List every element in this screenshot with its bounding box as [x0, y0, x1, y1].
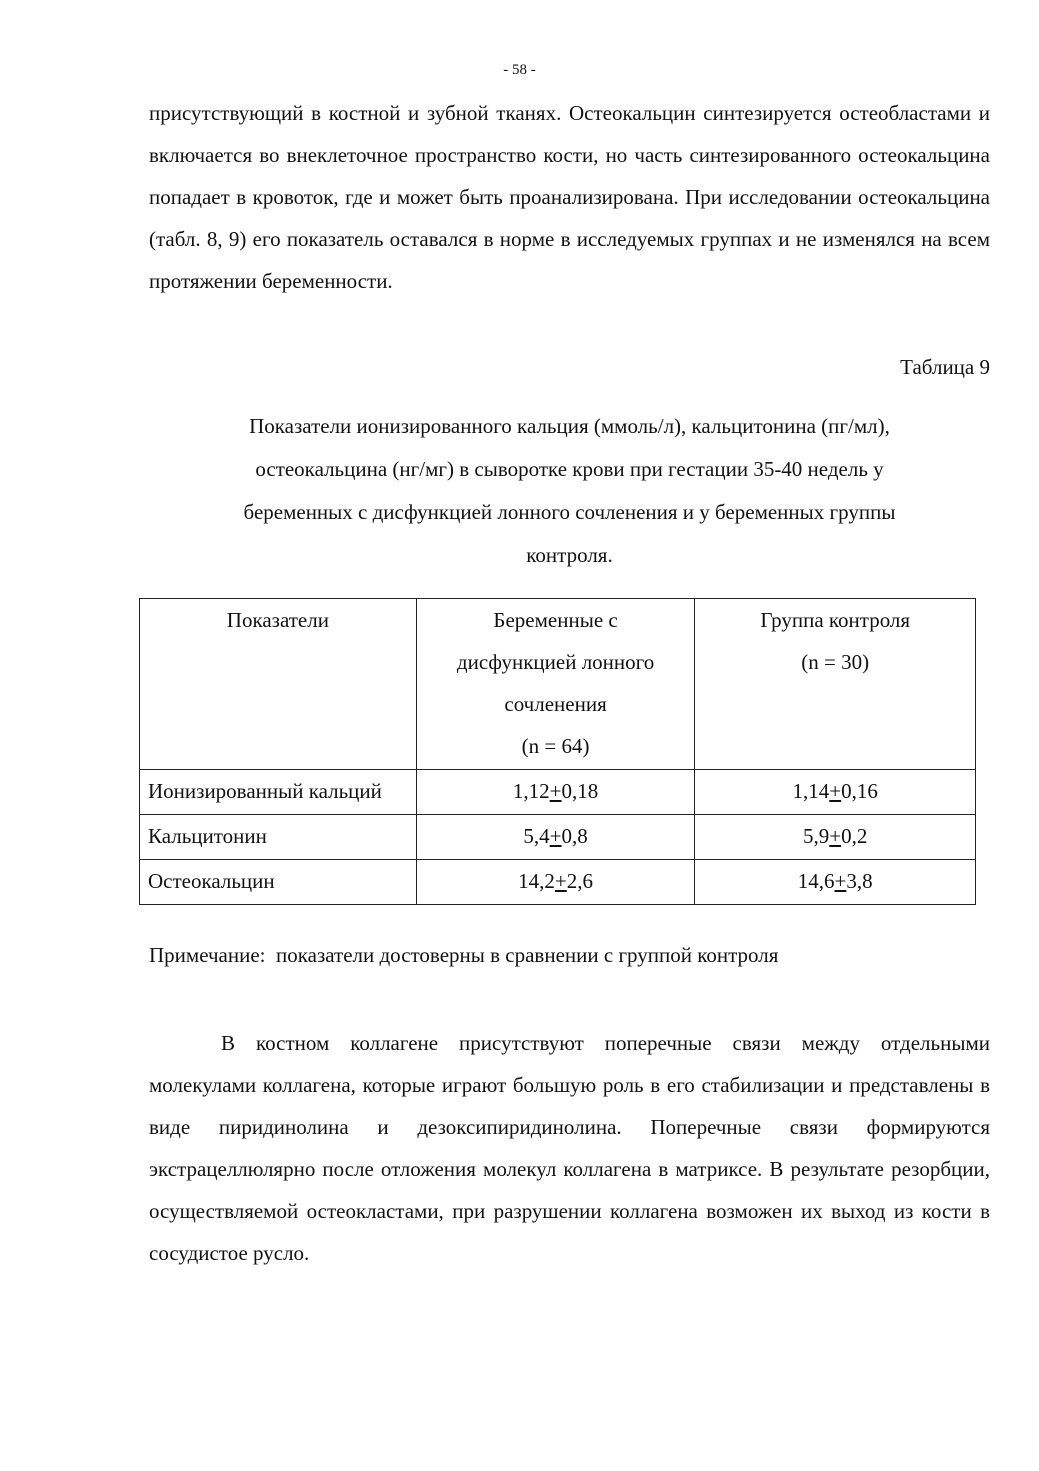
plus-minus-sign: +	[554, 869, 567, 893]
mean-value: 14,6	[797, 869, 835, 893]
caption-line: Показатели ионизированного кальция (ммоль/л), кальцитонина (пг/мл),	[249, 414, 890, 438]
plus-minus-sign: +	[549, 824, 562, 848]
mean-value: 5,4	[523, 824, 550, 848]
sd-value: 0,18	[561, 779, 599, 803]
table-label: Таблица 9	[900, 355, 990, 379]
header-text: Показатели	[226, 608, 329, 632]
page-number: - 58 -	[503, 62, 536, 78]
sd-value: 0,8	[561, 824, 588, 848]
body-paragraph-1	[149, 92, 990, 302]
header-text: (n = 30)	[801, 650, 870, 674]
sd-value: 3,8	[846, 869, 873, 893]
table-row	[140, 860, 976, 905]
paragraph-text: В костном коллагене присутствуют поперечные связи между отдельными молекулами коллагена, которые играют большую роль в его стабилизации и представлены в виде пиридинолина и дезоксипиридинолина. Поперечные связи формируются экстрацеллюлярно после отложения молекул коллагена в матриксе. В результате резорбции, осуществляемой остеокластами, при разрушении коллагена возможен их выход из кости в сосудистое русло.	[149, 1031, 990, 1265]
table-row	[140, 815, 976, 860]
plus-minus-sign: +	[834, 869, 847, 893]
mean-value: 1,14	[792, 779, 830, 803]
header-indicators	[140, 599, 417, 770]
sd-value: 2,6	[566, 869, 593, 893]
table-header-row	[140, 599, 976, 770]
header-control-group	[695, 599, 976, 770]
data-table	[139, 598, 976, 905]
paragraph-text: присутствующий в костной и зубной тканях. Остеокальцин синтезируется остеобластами и включается во внеклеточное пространство кости, но часть синтезированного остеокальцина попадает в кровоток, где и может быть проанализирована. При исследовании остеокальцина (табл. 8, 9) его показатель оставался в норме в исследуемых группах и не изменялся на всем протяжении беременности.	[149, 101, 990, 293]
cell-control-value	[695, 860, 976, 905]
table-note: Примечание: показатели достоверны в сравнении с группой контроля	[149, 943, 779, 967]
cell-control-value	[695, 815, 976, 860]
header-text: (n = 64)	[521, 734, 590, 758]
table-row	[140, 770, 976, 815]
header-text: Беременные с	[493, 608, 618, 632]
cell-study-value	[416, 860, 695, 905]
row-label: Ионизированный кальций	[140, 770, 417, 815]
mean-value: 1,12	[512, 779, 550, 803]
plus-minus-sign: +	[549, 779, 562, 803]
body-paragraph-2	[149, 1022, 990, 1274]
mean-value: 14,2	[518, 869, 555, 893]
header-text: сочленения	[504, 692, 607, 716]
header-text: Группа контроля	[760, 608, 911, 632]
caption-line: контроля.	[526, 543, 613, 567]
cell-study-value	[416, 770, 695, 815]
mean-value: 5,9	[803, 824, 830, 848]
caption-line: беременных с дисфункцией лонного сочленения и у беременных группы	[243, 500, 896, 524]
sd-value: 0,16	[841, 779, 878, 803]
plus-minus-sign: +	[829, 824, 842, 848]
header-study-group	[416, 599, 695, 770]
caption-line: остеокальцина (нг/мг) в сыворотке крови при гестации 35-40 недель у	[255, 457, 884, 481]
cell-study-value	[416, 815, 695, 860]
header-text: дисфункцией лонного	[456, 650, 655, 674]
sd-value: 0,2	[841, 824, 868, 848]
plus-minus-sign: +	[829, 779, 842, 803]
table-caption	[149, 405, 990, 577]
row-label: Кальцитонин	[140, 815, 417, 860]
cell-control-value	[695, 770, 976, 815]
row-label: Остеокальцин	[140, 860, 417, 905]
